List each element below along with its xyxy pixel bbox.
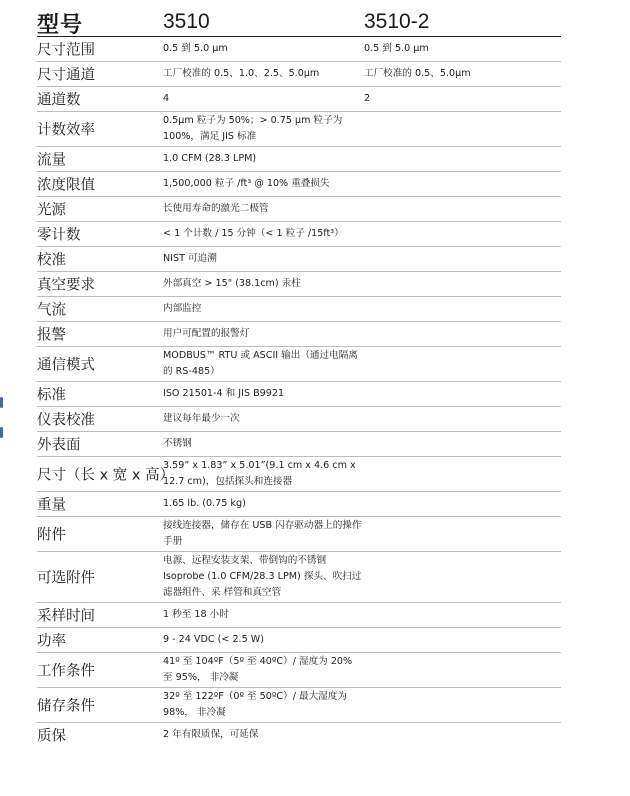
row-label: 流量: [37, 152, 66, 169]
table-row: [37, 723, 561, 747]
table-row: [37, 62, 561, 87]
row-label: 标准: [37, 387, 66, 404]
value-3510: 1 秒至 18 小时: [163, 609, 229, 620]
table-row: [37, 37, 561, 62]
row-label: 储存条件: [37, 698, 95, 715]
table-row: [37, 517, 561, 552]
row-label: 尺寸（长 x 宽 x 高）: [37, 467, 175, 484]
table-row: [37, 197, 561, 222]
table-row: [37, 297, 561, 322]
row-label: 气流: [37, 302, 66, 319]
value-3510: 外部真空 > 15" (38.1cm) 汞柱: [163, 278, 301, 289]
row-label: 通信模式: [37, 357, 95, 374]
value-3510: < 1 个计数 / 15 分钟（< 1 粒子 /15ft³）: [163, 228, 344, 239]
row-label: 工作条件: [37, 663, 95, 680]
value-3510: 工厂校准的 0.5、1.0、2.5、5.0μm: [163, 68, 320, 79]
table-header: [37, 8, 561, 37]
table-row: [37, 628, 561, 653]
value-3510: 1.65 lb. (0.75 kg): [163, 498, 246, 509]
header-model-3510-2: 3510-2: [364, 10, 430, 33]
row-label: 校准: [37, 252, 66, 269]
row-label: 计数效率: [37, 122, 95, 139]
margin-marker: [0, 427, 3, 438]
row-label: 光源: [37, 202, 66, 219]
row-label: 尺寸范围: [37, 42, 95, 59]
table-row: [37, 322, 561, 347]
table-row: [37, 347, 561, 382]
value-3510: 0.5 到 5.0 μm: [163, 43, 228, 54]
value-3510: 4: [163, 93, 170, 104]
value-3510: 接线连接器，储存在 USB 闪存驱动器上的操作手册: [163, 520, 362, 547]
value-3510: 不锈钢: [163, 438, 192, 449]
table-row: [37, 247, 561, 272]
value-3510: 0.5μm 粒子为 50%；> 0.75 μm 粒子为 100%，满足 JIS 标准: [163, 115, 343, 142]
row-label: 通道数: [37, 92, 81, 109]
table-row: [37, 432, 561, 457]
value-3510: 内部监控: [163, 303, 202, 314]
header-model-label: 型号: [37, 13, 84, 38]
table-row: [37, 603, 561, 628]
table-row: [37, 653, 561, 688]
margin-marker: [0, 397, 3, 408]
spec-table: [37, 8, 561, 747]
table-row: [37, 147, 561, 172]
row-label: 重量: [37, 497, 66, 514]
value-3510: 41º 至 104ºF（5º 至 40ºC）/ 湿度为 20% 至 95%， 非冷凝: [163, 656, 353, 683]
value-3510: 9 - 24 VDC (< 2.5 W): [163, 634, 264, 645]
value-3510: NIST 可追溯: [163, 253, 217, 264]
value-3510: 1.0 CFM (28.3 LPM): [163, 153, 257, 164]
row-label: 采样时间: [37, 608, 95, 625]
row-label: 功率: [37, 633, 66, 650]
table-row: [37, 172, 561, 197]
table-row: [37, 457, 561, 492]
value-3510: 3.59” x 1.83” x 5.01”(9.1 cm x 4.6 cm x 12.7 cm)，包括探头和连接器: [163, 460, 356, 487]
value-3510: 32º 至 122ºF（0º 至 50ºC）/ 最大湿度为 98%， 非冷凝: [163, 691, 347, 718]
table-row: [37, 222, 561, 247]
row-label: 真空要求: [37, 277, 95, 294]
row-label: 外表面: [37, 437, 81, 454]
table-row: [37, 87, 561, 112]
table-row: [37, 552, 561, 603]
value-3510: 2 年有限质保，可延保: [163, 729, 259, 740]
table-body: [37, 37, 561, 747]
row-label: 尺寸通道: [37, 67, 95, 84]
table-row: [37, 272, 561, 297]
row-label: 可选附件: [37, 570, 95, 587]
value-3510: MODBUS™ RTU 或 ASCII 输出（通过电隔离的 RS-485）: [163, 350, 358, 377]
row-label: 质保: [37, 728, 66, 745]
row-label: 仪表校准: [37, 412, 95, 429]
table-row: [37, 407, 561, 432]
row-label: 浓度限值: [37, 177, 95, 194]
value-3510-2: 工厂校准的 0.5、5.0μm: [364, 68, 471, 79]
row-label: 附件: [37, 527, 66, 544]
value-3510: 用户可配置的报警灯: [163, 328, 250, 339]
value-3510: 1,500,000 粒子 /ft³ @ 10% 重叠损失: [163, 178, 330, 189]
value-3510: 长使用寿命的激光二极管: [163, 203, 269, 214]
table-row: [37, 688, 561, 723]
row-label: 报警: [37, 327, 66, 344]
value-3510: 电源、远程安装支架、带倒钩的不锈钢 Isoprobe (1.0 CFM/28.3 LPM) 探头、吹扫过滤器组件、采 样管和真空管: [163, 555, 362, 598]
table-row: [37, 492, 561, 517]
value-3510: ISO 21501-4 和 JIS B9921: [163, 388, 285, 399]
table-row: [37, 112, 561, 147]
table-row: [37, 382, 561, 407]
value-3510-2: 0.5 到 5.0 μm: [364, 43, 429, 54]
row-label: 零计数: [37, 227, 81, 244]
header-model-3510: 3510: [163, 10, 210, 33]
value-3510-2: 2: [364, 93, 371, 104]
value-3510: 建议每年最少一次: [163, 413, 240, 424]
